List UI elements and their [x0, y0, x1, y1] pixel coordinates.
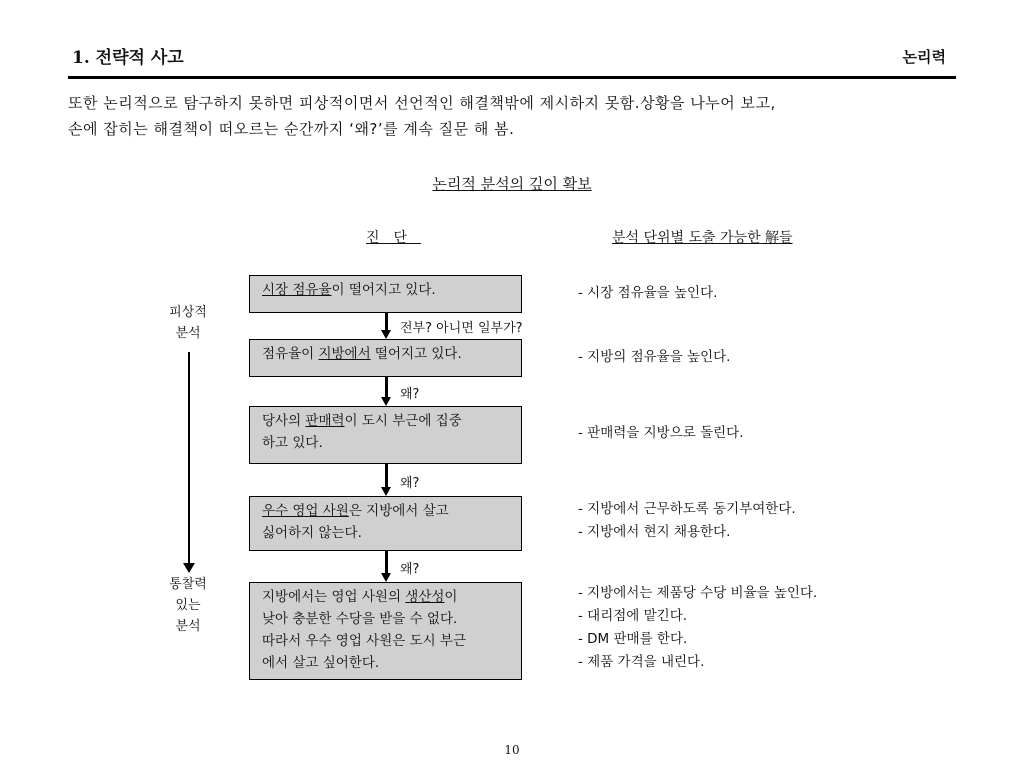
diagnosis-box-3 [249, 406, 522, 464]
box-text: 따라서 우수 영업 사원은 도시 부근 [262, 633, 467, 649]
solution-item: - DM 판매를 한다. [578, 631, 688, 647]
box-text: 하고 있다. [262, 435, 323, 451]
keyword: 지방에서 [318, 346, 371, 362]
insight-label-line-1: 통찰력 [169, 577, 207, 592]
arrow-question-2: 왜? [400, 387, 420, 402]
intro-line-1: 또한 논리적으로 탐구하지 못하면 피상적이면서 선언적인 해결책밖에 제시하지 못함.상황을 나누어 보고, [68, 94, 776, 112]
diagnosis-box-5 [249, 582, 522, 680]
arrow-down-icon [381, 330, 391, 339]
page-number: 10 [504, 743, 520, 757]
diagnosis-box-4 [249, 496, 522, 551]
intro-paragraph [68, 90, 968, 142]
keyword: 시장 점유율 [262, 282, 332, 298]
solution-group-5 [578, 582, 817, 674]
depth-arrow-line [188, 352, 190, 564]
box-text: 당사의 [262, 413, 306, 429]
solution-item: - 지방의 점유율을 높인다. [578, 349, 731, 365]
solution-item: - 제품 가격을 내린다. [578, 654, 705, 670]
down-arrow-1 [385, 313, 388, 330]
intro-line-2: 손에 잡히는 해결책이 떠오르는 순간까지 ‘왜?’를 계속 질문 해 봄. [68, 120, 515, 138]
box-text: 이 도시 부근에 집중 [344, 413, 462, 429]
box-text: 떨어지고 있다. [370, 346, 462, 362]
box-text: 에서 살고 싶어한다. [262, 655, 380, 671]
solution-item: - 지방에서 근무하도록 동기부여한다. [578, 501, 796, 517]
solution-group-2 [578, 346, 730, 369]
down-arrow-4 [385, 551, 388, 573]
diagram-title: 논리적 분석의 깊이 확보 [432, 175, 592, 193]
diagnosis-box-2 [249, 339, 522, 377]
box-text: 낮아 충분한 수당을 받을 수 없다. [262, 611, 458, 627]
keyword: 생산성 [405, 589, 445, 605]
arrow-down-icon [381, 397, 391, 406]
box-text: 은 지방에서 살고 [348, 503, 449, 519]
arrow-down-icon [381, 573, 391, 582]
solution-group-4 [578, 498, 796, 544]
insight-label-line-2: 있는 [175, 598, 201, 613]
solution-item: - 지방에서 현지 채용한다. [578, 524, 731, 540]
solution-group-1 [578, 282, 717, 305]
diagnosis-box-1 [249, 275, 522, 313]
arrow-down-icon [381, 487, 391, 496]
arrow-question-3: 왜? [400, 476, 420, 491]
page-title [72, 43, 184, 68]
box-text: 지방에서는 영업 사원의 [262, 589, 406, 605]
solution-group-3 [578, 422, 744, 445]
insightful-analysis-label [158, 574, 218, 637]
insight-label-line-3: 분석 [175, 619, 201, 634]
depth-arrow-head-icon [183, 563, 195, 573]
chapter-label: 논리력 [902, 48, 946, 66]
solution-item: - 판매력을 지방으로 돌린다. [578, 425, 744, 441]
header-divider [68, 76, 956, 79]
shallow-analysis-label [158, 302, 218, 344]
box-text: 싫어하지 않는다. [262, 525, 362, 541]
down-arrow-3 [385, 464, 388, 487]
arrow-question-4: 왜? [400, 562, 420, 577]
box-text: 이 떨어지고 있다. [331, 282, 436, 298]
keyword: 판매력 [305, 413, 345, 429]
box-text: 이 [444, 589, 458, 605]
keyword: 우수 영업 사원 [262, 503, 349, 519]
solution-item: - 지방에서는 제품당 수당 비율을 높인다. [578, 585, 818, 601]
down-arrow-2 [385, 377, 388, 397]
box-text: 점유율이 [262, 346, 319, 362]
arrow-question-1: 전부? 아니면 일부가? [400, 321, 523, 336]
section-number: 1. [72, 48, 90, 68]
shallow-label-line-2: 분석 [175, 326, 201, 341]
section-title-text: 전략적 사고 [95, 48, 184, 68]
column-header-diagnosis: 진단 [366, 230, 422, 246]
shallow-label-line-1: 피상적 [169, 305, 207, 320]
column-header-solutions: 분석 단위별 도출 가능한 解들 [612, 230, 793, 246]
solution-item: - 시장 점유율을 높인다. [578, 285, 718, 301]
solution-item: - 대리점에 맡긴다. [578, 608, 688, 624]
